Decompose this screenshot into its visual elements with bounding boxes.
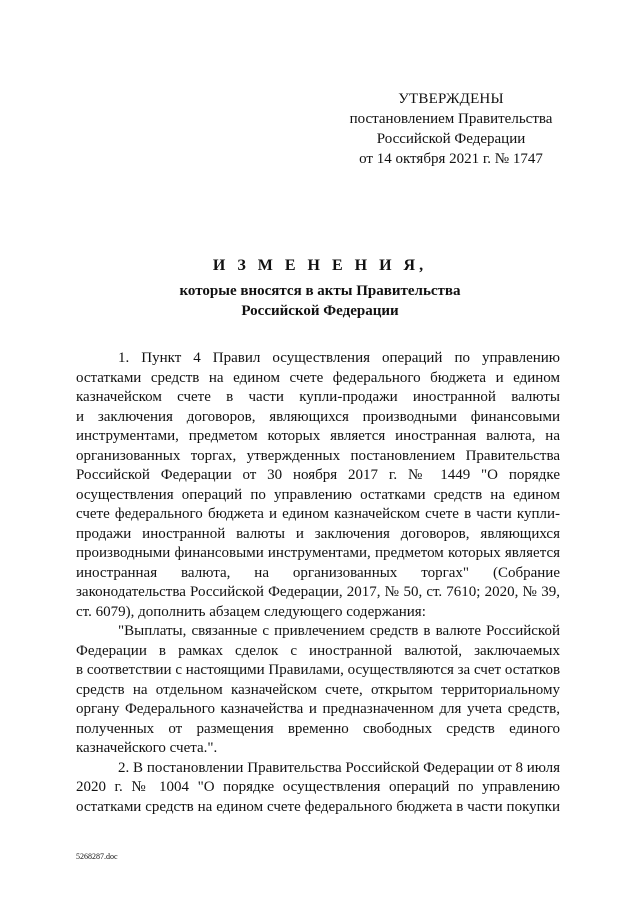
text-line: производными финансовыми инструментами, предметом которых является — [76, 545, 560, 561]
text-line: 2. В постановлении Правительства Российской Федерации от 8 июля — [118, 759, 560, 776]
text-line: 2020 г. № 1004 "О порядке осуществления операций по управлению — [76, 779, 560, 795]
approval-date-number: от 14 октября 2021 г. № 1747 — [359, 151, 543, 167]
text-line: осуществления операций по управлению остатками средств на едином — [76, 486, 560, 503]
text-line: законодательства Российской Федерации, 2017, № 50, ст. 7610; 2020, № 39, — [76, 584, 560, 600]
text-line: счете федерального бюджета и едином казначейском счете в части купли- — [76, 506, 560, 522]
text-line: "Выплаты, связанные с привлечением средств в валюте Российской — [118, 623, 560, 639]
text-line: органу Федерального казначейства и предназначенном для учета средств, — [76, 701, 560, 717]
text-line: средств на отдельном казначейском счете, открытом территориальному — [76, 681, 560, 698]
text-line: в соответствии с настоящими Правилами, осуществляются за счет остатков — [76, 662, 561, 678]
file-reference: 5268287.doc — [76, 852, 118, 861]
approval-stamp — [346, 89, 556, 169]
approval-line: постановлением Правительства — [349, 111, 553, 127]
text-line: казначейском счете в части купли-продажи иностранной валюты — [76, 389, 560, 405]
approval-line: Российской Федерации — [376, 131, 526, 147]
text-line: инструментами, предметом которых является иностранная валюта, на — [76, 428, 560, 444]
text-line: Российской Федерации от 30 ноября 2017 г. № 1449 "О порядке — [76, 467, 560, 483]
text-line: полученных от размещения временно свободных средств единого — [76, 720, 560, 737]
text-line: продажи иностранной валюты и заключения договоров, являющихся — [76, 525, 560, 542]
document-title: И З М Е Н Е Н И Я, — [212, 257, 428, 274]
text-line: иностранная валюта, на организованных торгах" (Собрание — [76, 564, 560, 581]
text-line: остатками средств на едином счете федерального бюджета в части покупки — [76, 798, 560, 815]
text-line: Федерации в рамках сделок с иностранной валютой, заключаемых — [76, 642, 560, 659]
text-line: ст. 6079), дополнить абзацем следующего содержания: — [76, 603, 426, 620]
text-line: организованных торгах, утвержденных постановлением Правительства — [76, 447, 560, 464]
text-line: 1. Пункт 4 Правил осуществления операций по управлению — [118, 350, 560, 366]
text-line: и заключения договоров, являющихся производными финансовыми — [76, 408, 560, 425]
text-line: остатками средств на едином счете федерального бюджета и едином — [76, 369, 560, 386]
document-subtitle — [0, 281, 640, 321]
subtitle-line: которые вносятся в акты Правительства — [179, 283, 461, 299]
approval-heading: УТВЕРЖДЕНЫ — [398, 91, 504, 107]
text-line: казначейского счета.". — [76, 740, 218, 756]
subtitle-line: Российской Федерации — [241, 303, 399, 319]
document-body — [76, 349, 560, 817]
